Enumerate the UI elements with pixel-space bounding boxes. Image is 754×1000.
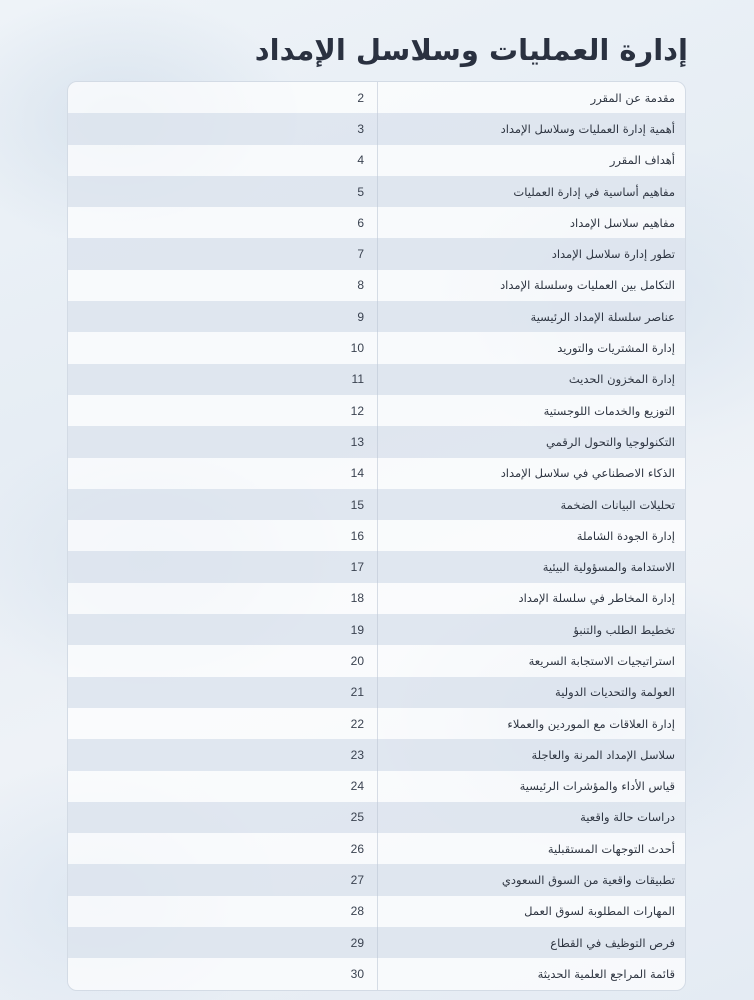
toc-page-number: 13 xyxy=(350,434,364,449)
toc-row[interactable] xyxy=(68,739,685,770)
toc-row[interactable] xyxy=(68,833,685,864)
toc-entry-title: الاستدامة والمسؤولية البيئية xyxy=(377,551,685,582)
toc-page-number: 2 xyxy=(357,90,364,105)
toc-page-number: 23 xyxy=(350,747,364,762)
toc-entry-title: العولمة والتحديات الدولية xyxy=(377,677,685,708)
toc-row[interactable] xyxy=(68,113,685,144)
toc-page-number: 6 xyxy=(357,215,364,230)
toc-row[interactable] xyxy=(68,583,685,614)
toc-page-number: 3 xyxy=(357,121,364,136)
toc-page-number: 18 xyxy=(350,591,364,606)
toc-entry-title: عناصر سلسلة الإمداد الرئيسية xyxy=(377,301,685,332)
toc-entry-title: إدارة الجودة الشاملة xyxy=(377,520,685,551)
toc-page-number: 15 xyxy=(350,497,364,512)
toc-page-number: 10 xyxy=(350,341,364,356)
toc-row[interactable] xyxy=(68,708,685,739)
toc-entry-title: استراتيجيات الاستجابة السريعة xyxy=(377,645,685,676)
toc-entry-title: مقدمة عن المقرر xyxy=(377,82,685,113)
toc-page-number: 11 xyxy=(351,372,364,387)
table-of-contents xyxy=(67,81,686,991)
toc-row[interactable] xyxy=(68,896,685,927)
toc-page-number: 27 xyxy=(350,873,364,888)
toc-row[interactable] xyxy=(68,301,685,332)
toc-row[interactable] xyxy=(68,802,685,833)
toc-entry-title: إدارة المخاطر في سلسلة الإمداد xyxy=(377,583,685,614)
toc-page-number: 17 xyxy=(350,560,364,575)
toc-entry-title: التكنولوجيا والتحول الرقمي xyxy=(377,426,685,457)
toc-row[interactable] xyxy=(68,82,685,113)
toc-row[interactable] xyxy=(68,270,685,301)
toc-page-number: 12 xyxy=(350,403,364,418)
toc-page-number: 25 xyxy=(350,810,364,825)
toc-entry-title: دراسات حالة واقعية xyxy=(377,802,685,833)
toc-page-number: 30 xyxy=(350,966,364,981)
toc-row[interactable] xyxy=(68,927,685,958)
toc-page-number: 28 xyxy=(350,904,364,919)
toc-entry-title: إدارة العلاقات مع الموردين والعملاء xyxy=(377,708,685,739)
toc-entry-title: الذكاء الاصطناعي في سلاسل الإمداد xyxy=(377,458,685,489)
toc-entry-title: تخطيط الطلب والتنبؤ xyxy=(377,614,685,645)
toc-entry-title: المهارات المطلوبة لسوق العمل xyxy=(377,896,685,927)
toc-entry-title: قياس الأداء والمؤشرات الرئيسية xyxy=(377,771,685,802)
toc-row[interactable] xyxy=(68,864,685,895)
toc-entry-title: أحدث التوجهات المستقبلية xyxy=(377,833,685,864)
toc-row[interactable] xyxy=(68,458,685,489)
toc-page-number: 19 xyxy=(350,622,364,637)
toc-page-number: 21 xyxy=(350,685,364,700)
toc-entry-title: قائمة المراجع العلمية الحديثة xyxy=(377,958,685,989)
toc-page-number: 22 xyxy=(350,716,364,731)
toc-row[interactable] xyxy=(68,395,685,426)
toc-page-number: 29 xyxy=(350,935,364,950)
toc-row[interactable] xyxy=(68,771,685,802)
toc-row[interactable] xyxy=(68,176,685,207)
toc-entry-title: إدارة المشتريات والتوريد xyxy=(377,332,685,363)
toc-row[interactable] xyxy=(68,677,685,708)
toc-entry-title: تطور إدارة سلاسل الإمداد xyxy=(377,238,685,269)
toc-entry-title: مفاهيم سلاسل الإمداد xyxy=(377,207,685,238)
toc-entry-title: مفاهيم أساسية في إدارة العمليات xyxy=(377,176,685,207)
toc-row[interactable] xyxy=(68,145,685,176)
toc-page-number: 9 xyxy=(357,309,364,324)
toc-page-number: 5 xyxy=(357,184,364,199)
toc-page-number: 20 xyxy=(350,653,364,668)
toc-row[interactable] xyxy=(68,207,685,238)
toc-row[interactable] xyxy=(68,645,685,676)
toc-page-number: 24 xyxy=(350,779,364,794)
toc-entry-title: تحليلات البيانات الضخمة xyxy=(377,489,685,520)
toc-row[interactable] xyxy=(68,332,685,363)
toc-row[interactable] xyxy=(68,364,685,395)
toc-page-number: 7 xyxy=(357,247,364,262)
toc-entry-title: إدارة المخزون الحديث xyxy=(377,364,685,395)
toc-row[interactable] xyxy=(68,238,685,269)
toc-entry-title: سلاسل الإمداد المرنة والعاجلة xyxy=(377,739,685,770)
toc-page-number: 14 xyxy=(350,466,364,481)
toc-page-number: 16 xyxy=(350,528,364,543)
toc-entry-title: أهمية إدارة العمليات وسلاسل الإمداد xyxy=(377,113,685,144)
page-title: إدارة العمليات وسلاسل الإمداد xyxy=(254,33,688,67)
toc-page-number: 8 xyxy=(357,278,364,293)
toc-entry-title: التوزيع والخدمات اللوجستية xyxy=(377,395,685,426)
toc-entry-title: فرص التوظيف في القطاع xyxy=(377,927,685,958)
toc-row[interactable] xyxy=(68,489,685,520)
toc-row[interactable] xyxy=(68,614,685,645)
toc-row[interactable] xyxy=(68,551,685,582)
toc-page-number: 26 xyxy=(350,841,364,856)
toc-row[interactable] xyxy=(68,958,685,989)
toc-row[interactable] xyxy=(68,520,685,551)
toc-entry-title: أهداف المقرر xyxy=(377,145,685,176)
toc-entry-title: تطبيقات واقعية من السوق السعودي xyxy=(377,864,685,895)
toc-entry-title: التكامل بين العمليات وسلسلة الإمداد xyxy=(377,270,685,301)
toc-row[interactable] xyxy=(68,426,685,457)
toc-page-number: 4 xyxy=(357,153,364,168)
